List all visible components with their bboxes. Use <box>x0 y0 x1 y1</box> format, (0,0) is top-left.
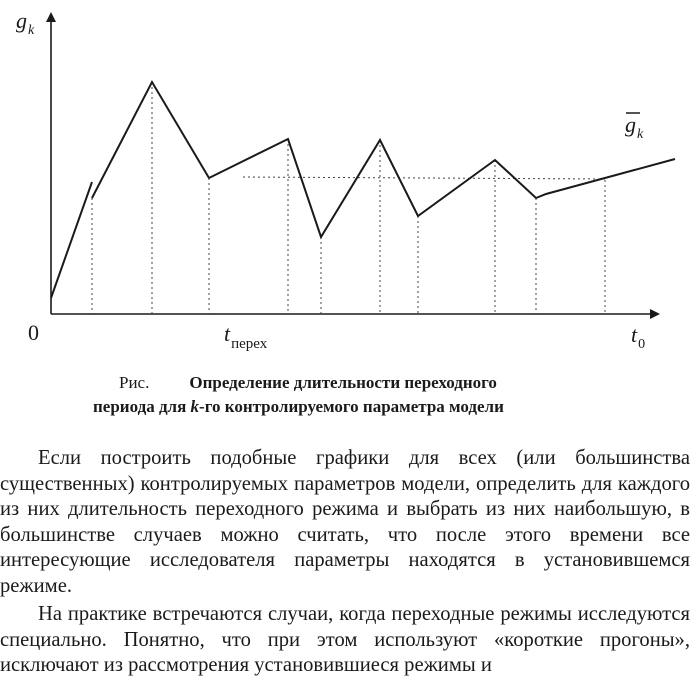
caption-title-line-1: Определение длительности переходного <box>189 373 497 392</box>
caption-line-2 <box>93 396 504 418</box>
caption-label: Рис. <box>119 373 150 392</box>
paragraph-2: На практике встречаются случаи, когда переходные режимы исследуются специально. Понятно, что при этом используют «короткие прогоны», исключают из рассмотрения установившиеся режимы и <box>0 603 690 676</box>
caption-title-line-2-start: периода для <box>93 397 191 416</box>
caption-title-line-2-end: -го контролируемого параметра модели <box>199 397 504 416</box>
caption-k-symbol: k <box>190 397 200 416</box>
paragraph-1: Если построить подобные графики для всех (или большинства существенных) контролируемых параметров модели, определить для каждого из них длительность переходного режима и выбрать из них наибольшую, в большинстве случаев можно считать, что после этого времени все интересующие исследователя параметры находятся в установившемся режиме. <box>0 447 690 597</box>
mean-curve-label: $g_k$ <box>625 112 644 142</box>
origin-label: 0 <box>28 320 39 345</box>
steady-state-level-line <box>243 177 606 179</box>
process-curve <box>51 82 675 298</box>
transition-time-label: $t_{перех}$ <box>224 321 268 352</box>
y-axis-label: $g_k$ <box>16 8 35 38</box>
body-text <box>0 446 690 679</box>
run-end-time-label: $t_0$ <box>631 322 646 352</box>
projection-lines <box>92 82 605 314</box>
caption-line-1 <box>119 372 497 394</box>
